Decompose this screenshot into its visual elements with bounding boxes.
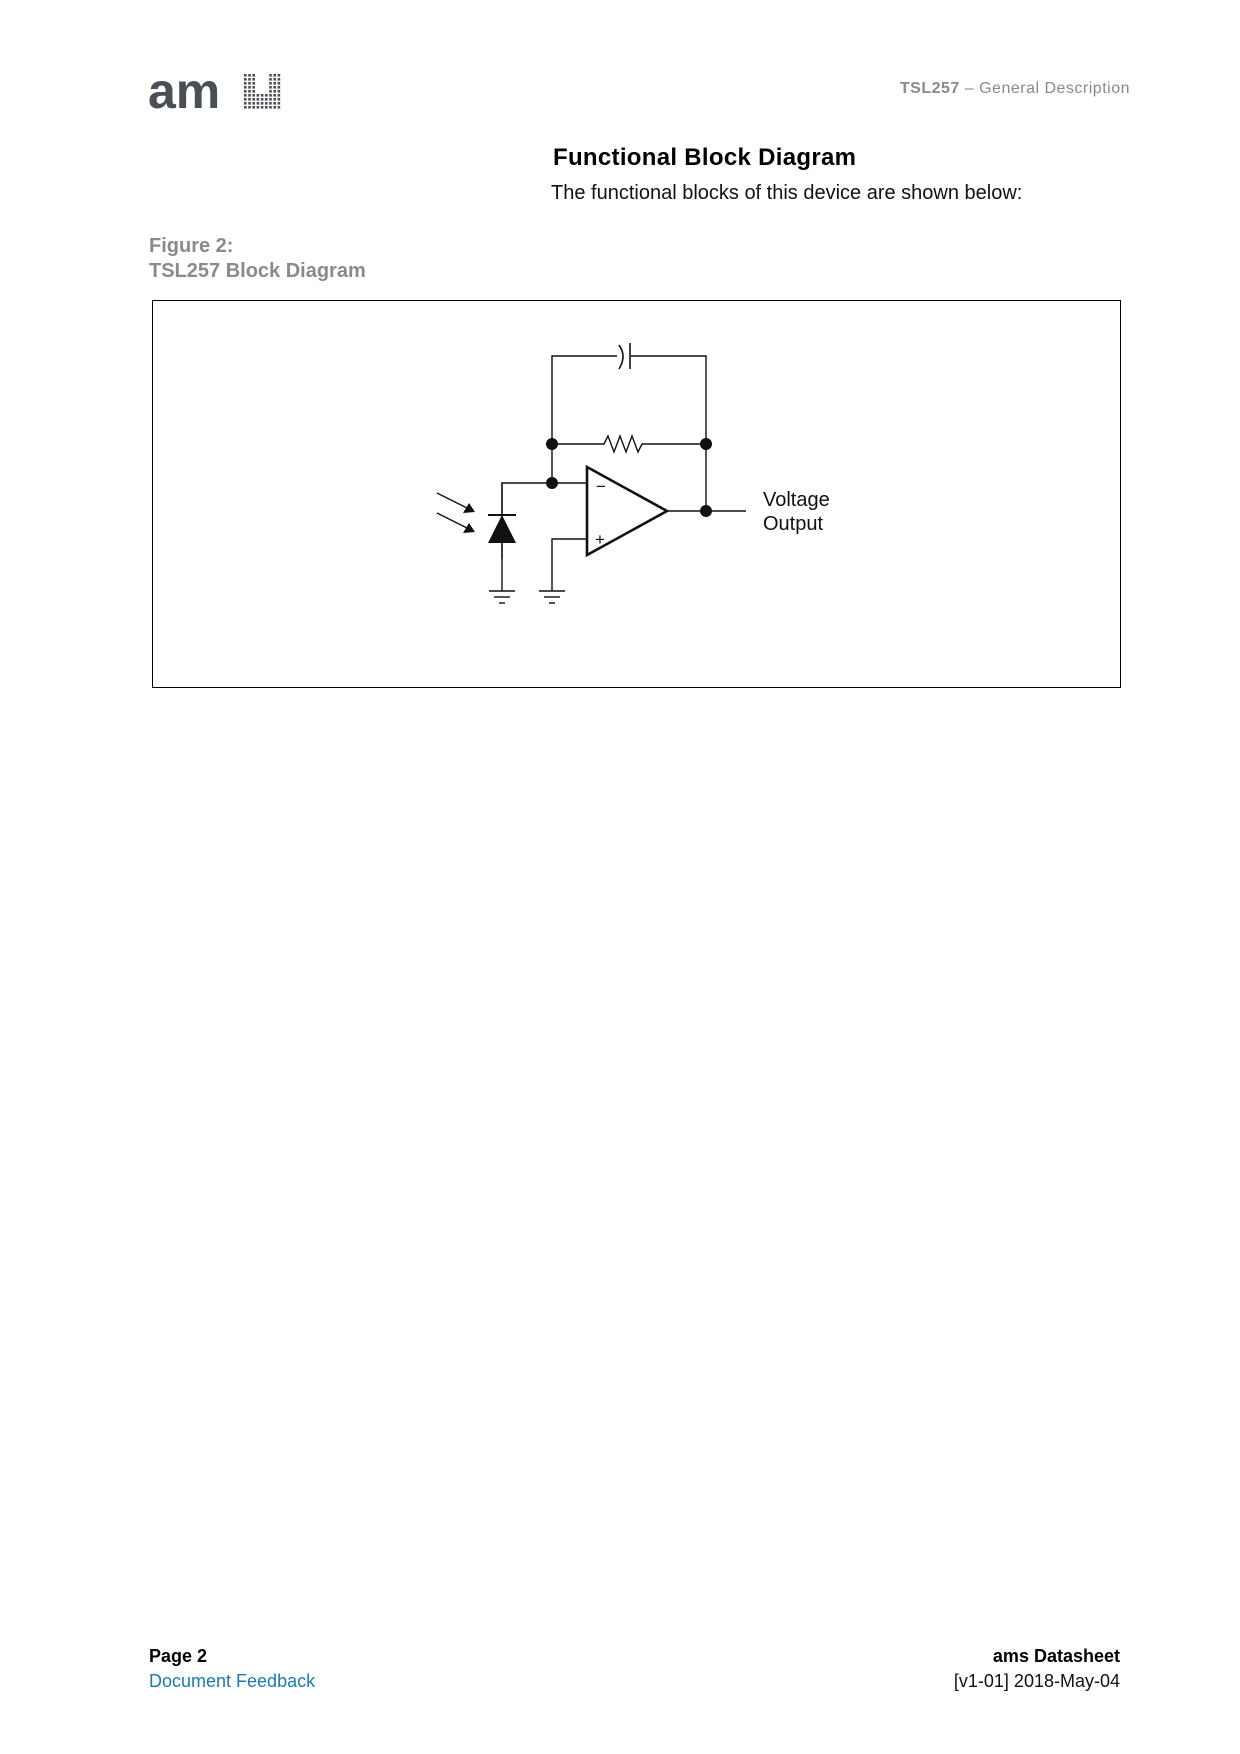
noninverting-input-wire — [552, 539, 587, 591]
page-number: Page 2 — [149, 1646, 208, 1666]
capacitor-wire-right — [631, 356, 706, 401]
header-separator: – — [959, 80, 980, 97]
header-product: TSL257 — [899, 80, 960, 97]
light-arrowhead-icon — [463, 523, 475, 533]
block-diagram — [153, 301, 1122, 689]
figure-title: TSL257 Block Diagram — [149, 260, 366, 282]
section-intro: The functional blocks of this device are shown below: — [551, 182, 1023, 204]
footer-version: [v1-01] 2018-May-04 — [953, 1671, 1120, 1691]
feedback-resistor — [552, 436, 706, 452]
footer-left — [149, 1644, 315, 1694]
noninverting-input-label: + — [595, 530, 605, 549]
section-title: Functional Block Diagram — [553, 144, 857, 171]
junction-dot — [700, 505, 712, 517]
capacitor-plate-left — [619, 345, 623, 369]
photodiode-icon — [488, 515, 516, 543]
header-section: General Description — [979, 80, 1130, 97]
logo-text: am — [148, 70, 221, 112]
ground-symbol-icon — [539, 591, 565, 603]
junction-dot — [700, 438, 712, 450]
footer-right — [954, 1644, 1120, 1694]
inverting-input-label: − — [596, 477, 606, 496]
figure-caption — [149, 234, 366, 284]
inverting-input-wire — [502, 483, 587, 559]
junction-dot — [546, 438, 558, 450]
document-feedback-link[interactable]: Document Feedback — [149, 1671, 316, 1691]
light-arrowhead-icon — [463, 503, 475, 513]
logo-dot-grid-icon — [244, 74, 280, 109]
block-diagram-frame — [152, 300, 1121, 688]
output-label-line1: Voltage — [763, 489, 830, 511]
light-ray-icon — [437, 513, 471, 530]
capacitor-wire — [552, 356, 617, 401]
footer-brand: ams Datasheet — [992, 1646, 1120, 1666]
figure-number: Figure 2: — [149, 235, 234, 257]
ground-symbol-icon — [489, 591, 515, 603]
running-header — [900, 80, 1130, 98]
junction-dot — [546, 477, 558, 489]
ams-logo — [148, 70, 298, 112]
output-label-line2: Output — [763, 513, 824, 535]
light-ray-icon — [437, 493, 471, 510]
